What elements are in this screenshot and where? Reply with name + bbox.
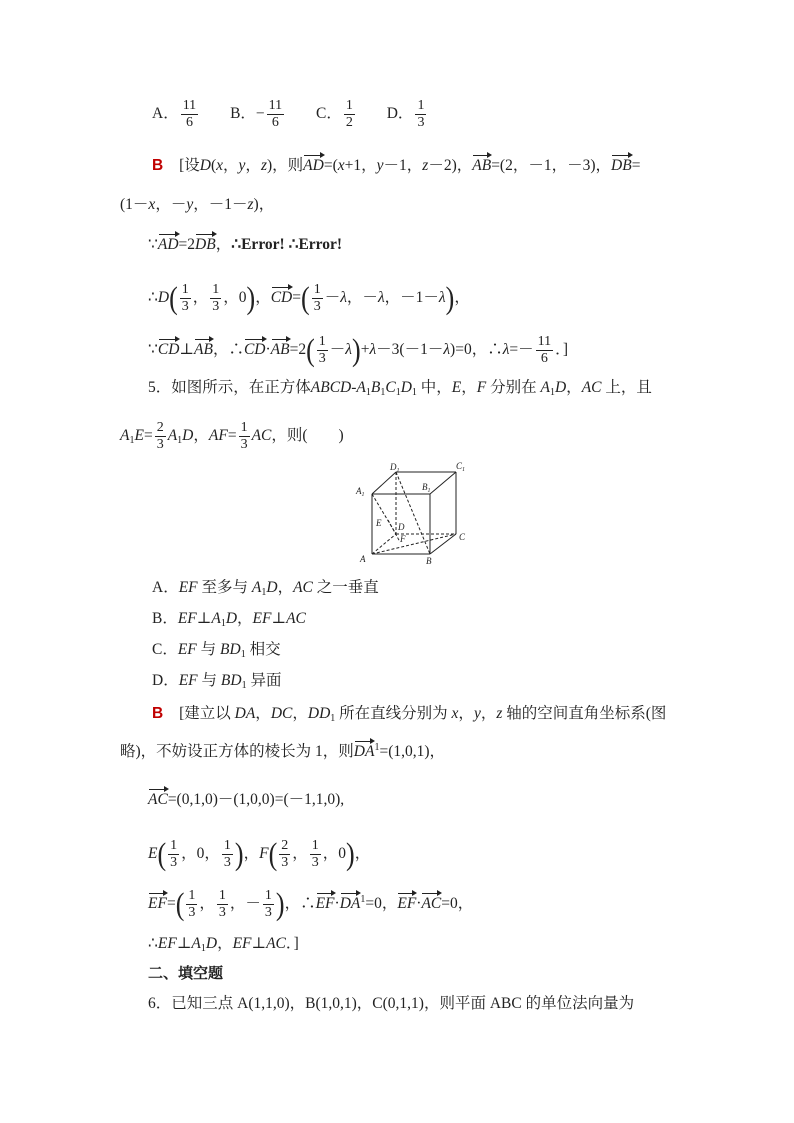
q4-option-b: B．− $\frac{11}{6}$: [230, 98, 283, 131]
q5-option-c: C．EF 与 $BD_1$ 相交: [152, 641, 281, 660]
q5-answer: B: [152, 705, 164, 722]
q4-option-a: A． $\frac{11}{6}$: [152, 98, 197, 131]
q4-answer: B: [152, 157, 164, 174]
q5-solution-line6: $\therefore EF\perp A_1D$，EF⊥AC．]: [148, 935, 299, 954]
label-b: B: [426, 556, 432, 566]
label-d: D: [398, 522, 405, 532]
cube-figure: [352, 458, 477, 568]
q5-stem-line1: 5．如图所示，在正方体ABCD-$A_1B_1C_1D_1$ 中，E，F 分别在 $A_1D$，AC 上，且: [148, 379, 652, 398]
q4-options: [152, 98, 428, 131]
q4-solution-line5: ∵CD⊥AB，∴CD·AB=2( $\frac{1}{3}$ －λ)+λ－3(－1－λ)=0，∴λ=－ $\frac{11}{6}$ ．]: [148, 332, 569, 368]
label-a: A: [360, 554, 366, 564]
q6-stem: 6．已知三点 A(1,1,0)，B(1,0,1)，C(0,1,1)，则平面 ABC 的单位法向量为: [148, 995, 635, 1012]
q4-solution-line4: ∴D( $\frac{1}{3}$ ， $\frac{1}{3}$ ，0)，CD=( $\frac{1}{3}$ －λ，－λ，－1－λ)，: [148, 280, 470, 316]
label-f: F: [400, 534, 406, 544]
label-b1: $B_1$: [422, 482, 431, 494]
q5-solution-line3: AC=(0,1,0)－(1,0,0)=(－1,1,0),: [148, 791, 345, 808]
q4-option-d: D． $\frac{1}{3}$: [386, 98, 425, 131]
q4-solution-text: [设D(x，y，z)，则AD=(x+1，y－1，z－2)，AB=(2，－1，－3)，DB=: [179, 157, 641, 174]
q4-solution-line1: [152, 158, 640, 174]
label-d1: $D_1$: [390, 462, 400, 474]
q5-solution-line2: 略)，不妨设正方体的棱长为 1，则$DA^1=(1,0,1)$，: [120, 742, 446, 761]
q5-solution-line4: E( $\frac{1}{3}$ ，0， $\frac{1}{3}$ )，F( $\frac{2}{3}$ ， $\frac{1}{3}$ ，0)，: [148, 836, 371, 872]
q5-stem-line2: $A_1E=$ $\frac{2}{3}$ $A_1D$，AF= $\frac{1}{3}$ AC，则( ): [120, 420, 344, 453]
label-e: E: [376, 518, 382, 528]
section-heading: 二、填空题: [148, 965, 224, 982]
q5-solution-line1: B [建立以 DA，DC，$DD_1$ 所在直线分别为 x，y，z 轴的空间直角坐标系(图: [152, 705, 667, 724]
q5-option-a: A．EF 至多与 $A_1D$，AC 之一垂直: [152, 579, 379, 598]
q4-solution-line2: (1－x，－y，－1－z)，: [120, 196, 275, 213]
label-a1: $A_1$: [356, 486, 365, 498]
q5-option-d: D．EF 与 $BD_1$ 异面: [152, 672, 282, 691]
q5-option-b: B．$EF\perp A_1D$，EF⊥AC: [152, 610, 306, 629]
label-c: C: [459, 532, 466, 542]
q5-solution-line5: EF=( $\frac{1}{3}$ ， $\frac{1}{3}$ ，－ $\frac{1}{3}$ )，$\therefore EF\cdot DA^1=0$，EF·AC=0，: [148, 886, 474, 922]
label-c1: $C_1$: [456, 461, 466, 473]
q4-option-c: C． $\frac{1}{2}$: [316, 98, 353, 131]
q4-solution-line3: ∵AD=2DB，∴Error! ∴Error!: [148, 236, 343, 253]
